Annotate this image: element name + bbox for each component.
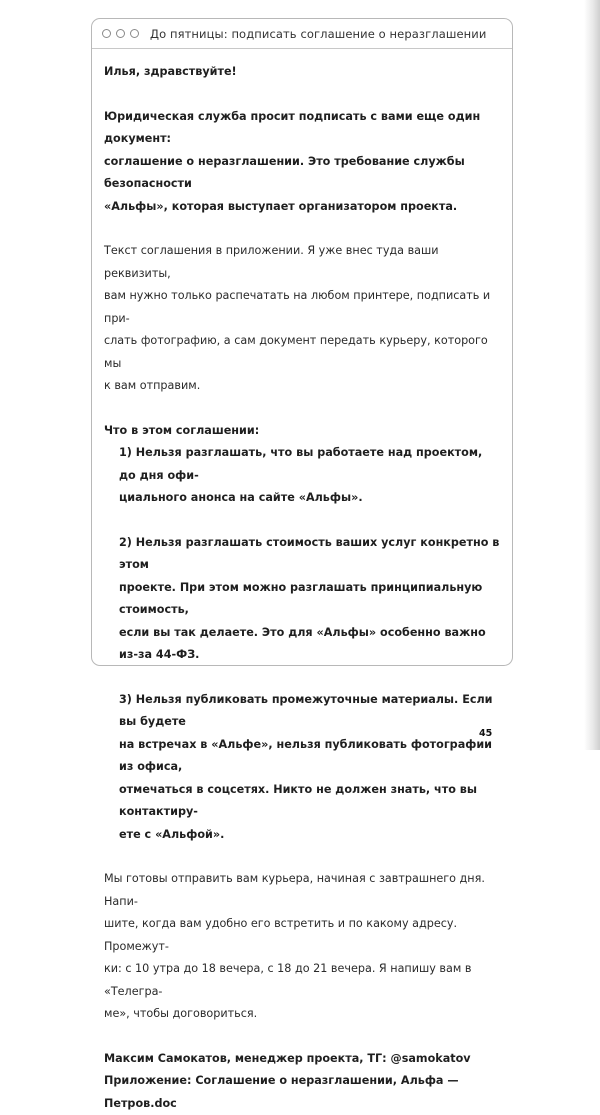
window-minimize-dot-icon[interactable]: [116, 29, 125, 38]
attachment-note-line: Текст соглашения в приложении. Я уже внес туда ваши реквизиты,: [104, 244, 439, 280]
window-titlebar: [92, 19, 512, 49]
list-heading: Что в этом соглашении:: [104, 423, 260, 437]
attachment-note-line: к вам отправим.: [104, 379, 201, 392]
list-item-line: проекте. При этом можно разглашать принципиальную стоимость,: [119, 580, 483, 616]
page-number: 45: [479, 728, 493, 739]
greeting: Илья, здравствуйте!: [104, 65, 237, 78]
courier-note-line: Мы готовы отправить вам курьера, начиная с завтрашнего дня. Напи-: [104, 872, 485, 908]
page-edge-shadow: [584, 0, 600, 750]
window-title: До пятницы: подписать соглашение о неразглашении: [150, 26, 487, 41]
window-maximize-dot-icon[interactable]: [130, 29, 139, 38]
list-item-line: 2) Нельзя разглашать стоимость ваших услуг конкретно в этом: [119, 535, 500, 571]
intro-line: Юридическая служба просит подписать с вами еще один документ:: [104, 109, 481, 145]
attachment-note-line: слать фотографию, а сам документ передать курьеру, которого мы: [104, 334, 488, 370]
list-item-3: [104, 689, 502, 847]
attachment-note-line: вам нужно только распечатать на любом принтере, подписать и при-: [104, 289, 491, 325]
list-item-line: 3) Нельзя публиковать промежуточные материалы. Если вы будете: [119, 692, 493, 728]
email-body: [92, 61, 512, 1115]
intro-line: «Альфы», которая выступает организатором проекта.: [104, 199, 458, 213]
intro-paragraph: [104, 106, 502, 219]
courier-note-line: ме», чтобы договориться.: [104, 1007, 258, 1020]
courier-note-line: ки: с 10 утра до 18 вечера, с 18 до 21 вечера. Я напишу вам в «Телегра-: [104, 962, 472, 998]
attachment-link[interactable]: Приложение: Соглашение о неразглашении, Альфа — Петров.doc: [104, 1074, 459, 1110]
courier-note-paragraph: [104, 868, 502, 1026]
list-item-1: [104, 442, 502, 510]
list-item-line: если вы так делаете. Это для «Альфы» особенно важно из-за 44-ФЗ.: [119, 625, 486, 661]
window-controls: [102, 29, 139, 38]
list-item-line: циального анонса на сайте «Альфы».: [119, 491, 363, 504]
list-item-line: 1) Нельзя разглашать, что вы работаете над проектом, до дня офи-: [119, 446, 483, 482]
attachment-note-paragraph: [104, 240, 502, 398]
list-item-line: ете с «Альфой».: [119, 827, 225, 841]
window-close-dot-icon[interactable]: [102, 29, 111, 38]
courier-note-line: шите, когда вам удобно его встретить и по какому адресу. Промежут-: [104, 917, 458, 953]
list-item-line: на встречах в «Альфе», нельзя публиковать фотографии из офиса,: [119, 737, 493, 773]
signature: Максим Самокатов, менеджер проекта, ТГ: @samokatov: [104, 1051, 471, 1065]
intro-line: соглашение о неразглашении. Это требование службы безопасности: [104, 154, 465, 190]
list-item-2: [104, 532, 502, 667]
list-item-line: отмечаться в соцсетях. Никто не должен знать, что вы контактиру-: [119, 782, 477, 818]
